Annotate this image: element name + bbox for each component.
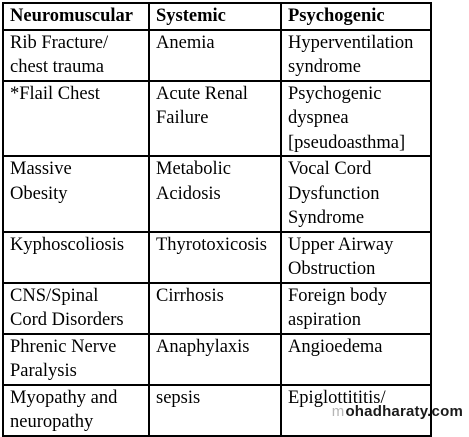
table-row — [3, 30, 431, 81]
cell-line: Thyrotoxicosis — [156, 234, 267, 255]
cell-neuromuscular — [3, 156, 149, 232]
cell-psychogenic — [281, 283, 431, 334]
cell-neuromuscular — [3, 30, 149, 81]
cell-line: CNS/Spinal — [10, 285, 99, 306]
site-watermark — [332, 403, 463, 420]
cell-line: syndrome — [288, 57, 361, 77]
causes-table — [2, 2, 432, 437]
cell-line: Dysfunction — [288, 183, 380, 204]
watermark-text: ohadharaty.com — [345, 403, 463, 420]
header-psychogenic: Psychogenic — [281, 3, 431, 30]
cell-neuromuscular — [3, 232, 149, 283]
cell-line: sepsis — [156, 387, 201, 408]
cell-line: Syndrome — [288, 208, 365, 228]
cell-line: [pseudoasthma] — [288, 132, 406, 153]
header-neuromuscular: Neuromuscular — [3, 3, 149, 30]
cell-neuromuscular — [3, 385, 149, 436]
cell-line: dyspnea — [288, 108, 349, 128]
cell-psychogenic — [281, 81, 431, 157]
cell-line: Acute Renal — [156, 83, 248, 104]
cell-line: Myopathy and — [10, 387, 118, 408]
cell-neuromuscular — [3, 81, 149, 157]
header-systemic: Systemic — [149, 3, 281, 30]
cell-line: Cord Disorders — [10, 310, 124, 330]
cell-neuromuscular — [3, 334, 149, 385]
table-row — [3, 283, 431, 334]
cell-systemic — [149, 334, 281, 385]
cell-systemic — [149, 81, 281, 157]
cell-line: Obesity — [10, 183, 68, 204]
cell-line: Upper Airway — [288, 234, 394, 255]
table-row — [3, 156, 431, 232]
cell-line: Anemia — [156, 32, 215, 53]
cell-line: Massive — [10, 159, 72, 179]
cell-systemic — [149, 30, 281, 81]
cell-line: Obstruction — [288, 259, 376, 279]
cell-psychogenic — [281, 334, 431, 385]
header-row — [3, 3, 431, 30]
cell-line: neuropathy — [10, 412, 94, 432]
table-row — [3, 232, 431, 283]
cell-line: Rib Fracture/ — [10, 32, 109, 53]
cell-line: *Flail Chest — [10, 83, 100, 104]
cell-line: Acidosis — [156, 183, 221, 204]
cell-line: Phrenic Nerve — [10, 336, 117, 357]
watermark-prefix: m — [331, 403, 345, 420]
cell-line: Vocal Cord — [288, 159, 372, 179]
table-row — [3, 81, 431, 157]
cell-line: Kyphoscoliosis — [10, 234, 125, 255]
cell-line: chest trauma — [10, 57, 104, 77]
cell-line: Psychogenic — [288, 83, 382, 104]
cell-psychogenic — [281, 30, 431, 81]
cell-systemic — [149, 156, 281, 232]
cell-psychogenic — [281, 232, 431, 283]
cell-psychogenic — [281, 156, 431, 232]
cell-systemic — [149, 232, 281, 283]
cell-line: aspiration — [288, 310, 361, 330]
cell-systemic — [149, 385, 281, 436]
table-body — [3, 30, 431, 436]
table-row — [3, 334, 431, 385]
cell-line: Foreign body — [288, 285, 388, 306]
cell-line: Cirrhosis — [156, 285, 224, 306]
cell-line: Anaphylaxis — [156, 336, 250, 357]
cell-neuromuscular — [3, 283, 149, 334]
cell-line: Metabolic — [156, 159, 232, 179]
cell-line: Failure — [156, 108, 209, 128]
cell-line: Epiglottititis/ — [288, 387, 386, 408]
cell-line: Paralysis — [10, 361, 77, 381]
cell-line: Angioedema — [288, 336, 383, 357]
cell-systemic — [149, 283, 281, 334]
cell-line: Hyperventilation — [288, 32, 414, 53]
